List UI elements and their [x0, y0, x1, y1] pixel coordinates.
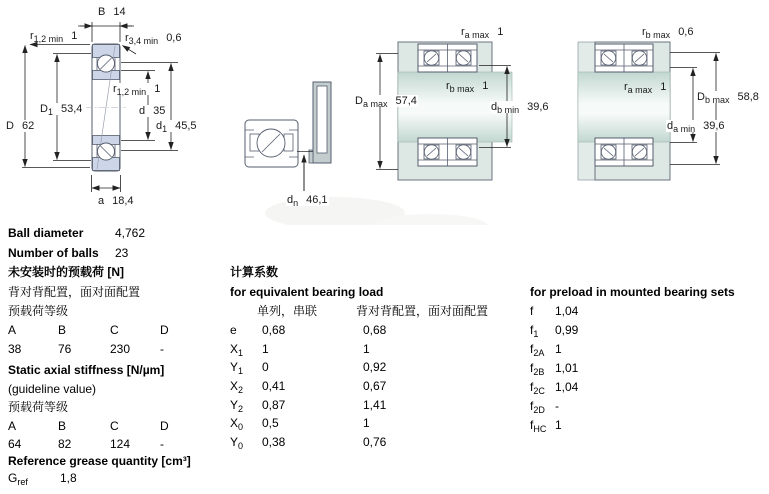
- dim-label-d1: $d_1$ 45,5: [156, 120, 197, 134]
- number-of-balls-row: Number of balls 23: [8, 246, 129, 260]
- mounting-diagram-2: [578, 42, 720, 180]
- calc-factor-row-y0: $Y_0$ 0,38 0,76: [230, 435, 387, 451]
- preload-factor-row-f2a: $f_{2A}$ 1: [530, 342, 562, 358]
- preload-factor-row-f2c: $f_{2C}$ 1,04: [530, 380, 579, 396]
- stiffness-class-header-row: A B C D: [8, 419, 169, 433]
- dim-label-B: B 14: [98, 6, 126, 18]
- dim-label-ra-max-2: $r_{a max}$ 1: [624, 81, 667, 95]
- bearing-cross-section: [86, 44, 126, 171]
- dim-label-r34: $r_{3,4 min}$ 0,6: [125, 32, 182, 46]
- preload-factor-row-fhc: $f_{HC}$ 1: [530, 418, 562, 434]
- dim-label-d: d 35: [139, 105, 166, 117]
- preload-unmounted-title: 未安装时的预载荷 [N]: [8, 265, 124, 279]
- preload-unmounted-subtitle: 背对背配置，面对面配置: [8, 285, 141, 299]
- dim-label-rb-max-2: $r_{b max}$ 0,6: [642, 26, 694, 40]
- dim-label-r12-top: $r_{1,2 min}$ 1: [30, 30, 78, 44]
- calc-factor-row-x2: $X_2$ 0,41 0,67: [230, 379, 387, 395]
- dim-label-r12-inner: $r_{1,2 min}$ 1: [113, 83, 161, 97]
- calc-factors-subtitle: for equivalent bearing load: [230, 285, 384, 299]
- preload-values-row: 38 76 230 -: [8, 342, 164, 356]
- grease-value-row: $G_{ref}$ 1,8: [8, 471, 77, 487]
- calc-factors-title: 计算系数: [230, 265, 279, 279]
- stiffness-title: Static axial stiffness [N/µm]: [8, 363, 165, 377]
- stiffness-values-row: 64 82 124 -: [8, 437, 164, 451]
- ball-diameter-row: Ball diameter 4,762: [8, 226, 146, 240]
- calc-factor-row-e: e 0,68 0,68: [230, 323, 387, 337]
- preload-class-header-row: A B C D: [8, 323, 169, 337]
- dim-label-Db-max: $D_{b max}$ 58,8: [697, 91, 759, 105]
- calc-factor-row-y2: $Y_2$ 0,87 1,41: [230, 398, 387, 414]
- preload-factor-row-f2d: $f_{2D}$ -: [530, 399, 559, 415]
- dim-label-D1: $D_1$ 53,4: [40, 103, 83, 117]
- preload-class-label-1: 预载荷等级: [8, 304, 69, 318]
- dim-label-rb-max-1: $r_{b max}$ 1: [446, 80, 489, 94]
- dim-label-a: a 18,4: [98, 195, 134, 207]
- dim-label-dn: $d_n$ 46,1: [287, 194, 328, 208]
- calc-factor-row-x0: $X_0$ 0,5 1: [230, 416, 370, 432]
- preload-factor-row-f1: $f_1$ 0,99: [530, 323, 579, 339]
- dim-label-db-min: $d_{b min}$ 39,6: [491, 101, 549, 115]
- preload-class-label-2: 预载荷等级: [8, 400, 69, 414]
- bearing-with-tool: [245, 82, 331, 191]
- calc-factors-header-row: 单列，串联 背对背配置，面对面配置: [257, 304, 489, 318]
- dim-label-Da-max: $D_{a max}$ 57,4: [355, 95, 417, 109]
- dim-label-ra-max-1: $r_{a max}$ 1: [461, 26, 504, 40]
- calc-factor-row-y1: $Y_1$ 0 0,92: [230, 360, 387, 376]
- dim-label-da-min: $d_{a min}$ 39,6: [667, 120, 725, 134]
- stiffness-subtitle: (guideline value): [8, 382, 97, 396]
- dim-label-D: D 62: [6, 120, 35, 132]
- grease-title: Reference grease quantity [cm³]: [8, 454, 191, 468]
- preload-factor-row-f: f 1,04: [530, 304, 579, 318]
- preload-factor-row-f2b: $f_{2B}$ 1,01: [530, 361, 579, 377]
- preload-factors-title: for preload in mounted bearing sets: [530, 285, 735, 299]
- calc-factor-row-x1: $X_1$ 1 1: [230, 342, 370, 358]
